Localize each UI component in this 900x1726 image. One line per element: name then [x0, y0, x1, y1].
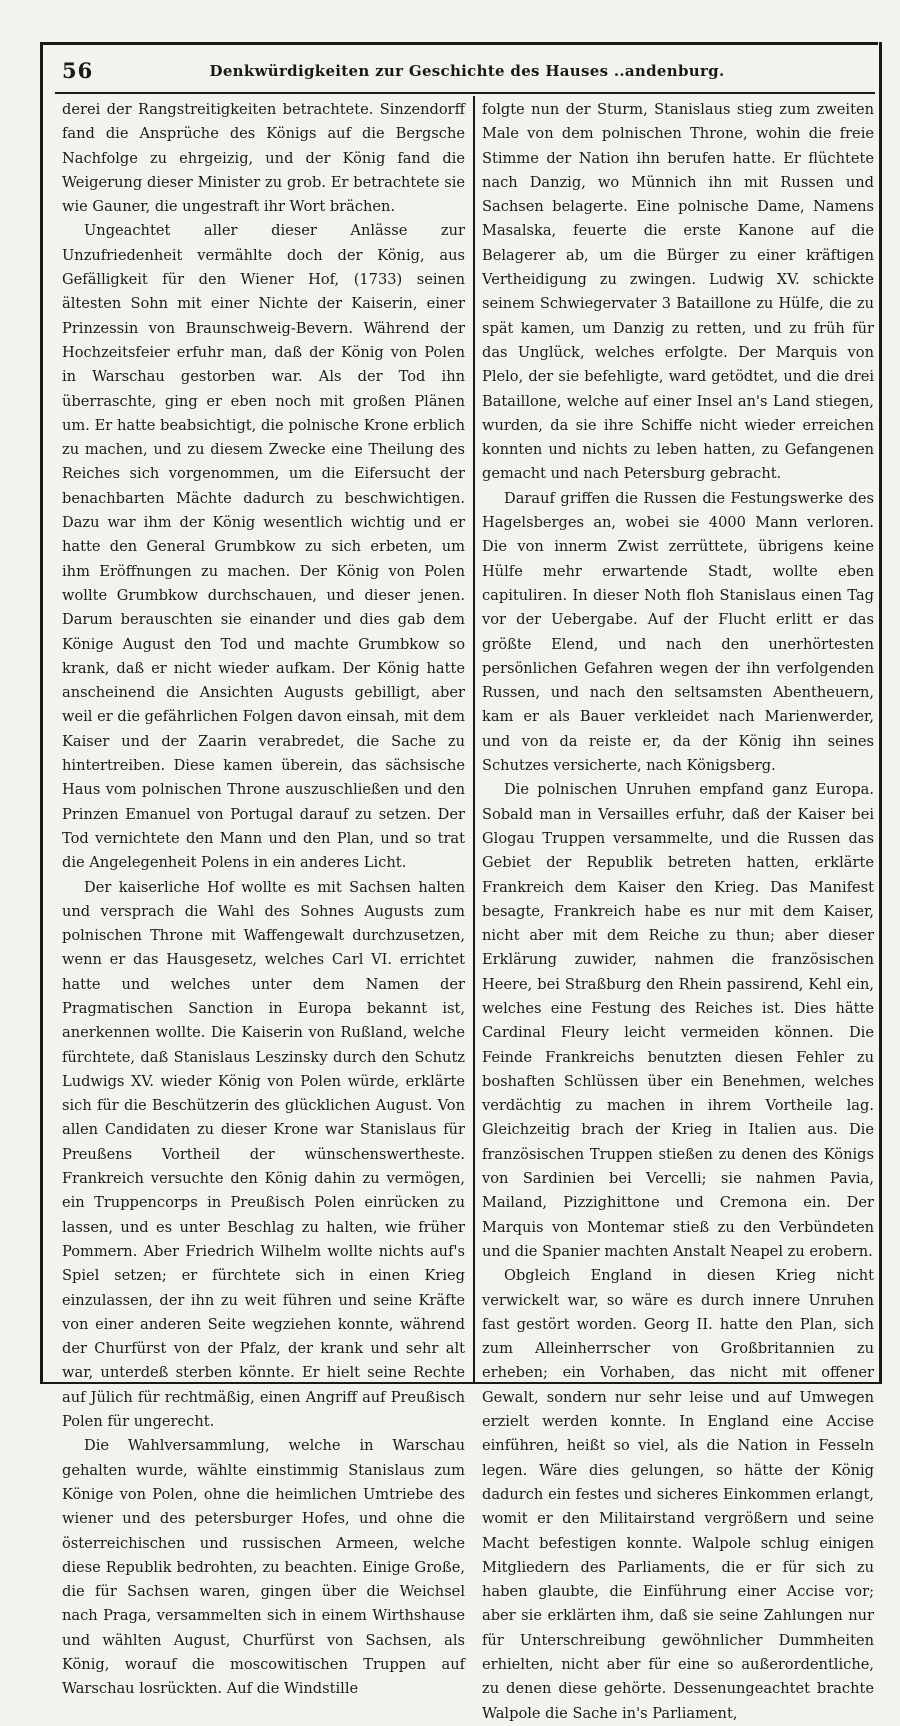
paragraph: folgte nun der Sturm, Stanislaus stieg zum zweiten Male von dem polnischen Throne, wohin die freie Stimme der Nation ihn berufen hatte. Er flüchtete nach Danzig, wo Münnich ihn mit Russen und Sachsen belagerte. Eine polnische Dame, Namens Masalska, feuerte die erste Kanone auf die Belagerer ab, um die Bürger zu einer kräftigen Vertheidigung zu zwingen. Ludwig XV. schickte seinem Schwiegervater 3 Bataillone zu Hülfe, die zu spät kamen, um Danzig zu retten, und zu früh für das Unglück, welches erfolgte. Der Marquis von Plelo, der sie befehligte, ward getödtet, und die drei Bataillone, welche auf einer Insel an's Land stiegen, wurden, da sie ihre Schiffe nicht wieder erreichen konnten und nichts zu leben hatten, zu Gefangenen gemacht und nach Petersburg gebracht.	[482, 101, 874, 483]
paragraph: Die Wahlversammlung, welche in Warschau gehalten wurde, wählte einstimmig Stanislaus zum Könige von Polen, ohne die heimlichen Umtriebe des wiener und des petersburger Hofes, und ohne die österreichischen und russischen Armeen, welche diese Republik bedrohten, zu beachten. Einige Große, die für Sachsen waren, gingen über die Weichsel nach Praga, versammelten sich in einem Wirthshause und wählten August, Churfürst von Sachsen, als König, worauf die moscowitischen Truppen auf Warschau losrückten. Auf die Windstille	[62, 1437, 465, 1698]
running-title: Denkwürdigkeiten zur Geschichte des Hauses ..andenburg.	[209, 62, 725, 80]
page-header	[62, 58, 872, 90]
right-column	[482, 98, 874, 1726]
column-divider	[473, 96, 475, 1382]
paragraph: Die polnischen Unruhen empfand ganz Europa. Sobald man in Versailles erfuhr, daß der Kaiser bei Glogau Truppen versammelte, und die Russen das Gebiet der Republik betreten hatten, erklärte Frankreich dem Kaiser den Krieg. Das Manifest besagte, Frankreich habe es nur mit dem Kaiser, nicht aber mit dem Reiche zu thun; aber dieser Erklärung zuwider, nahmen die französischen Heere, bei Straßburg den Rhein passirend, Kehl ein, welches eine Festung des Reiches ist. Dies hätte Cardinal Fleury leicht vermeiden können. Die Feinde Frankreichs benutzten diesen Fehler zu boshaften Schlüssen über ein Benehmen, welches verdächtig zu machen in ihrem Vortheile lag. Gleichzeitig brach der Krieg in Italien aus. Die französischen Truppen stießen zu denen des Königs von Sardinien bei Vercelli; sie nahmen Pavia, Mailand, Pizzighittone und Cremona ein. Der Marquis von Montemar stieß zu den Verbündeten und die Spanier machten Anstalt Neapel zu erobern.	[482, 781, 874, 1260]
left-column	[62, 98, 465, 1702]
header-rule	[55, 92, 875, 94]
frame-top-rule	[40, 42, 878, 45]
page-number: 56	[62, 58, 94, 83]
paragraph: Ungeachtet aller dieser Anlässe zur Unzufriedenheit vermählte doch der König, aus Gefälligkeit für den Wiener Hof, (1733) seinen ältesten Sohn mit einer Nichte der Kaiserin, einer Prinzessin von Braunschweig-Bevern. Während der Hochzeitsfeier erfuhr man, daß der König von Polen in Warschau gestorben war. Als der Tod ihn überraschte, ging er eben noch mit großen Plänen um. Er hatte beabsichtigt, die polnische Krone erblich zu machen, und zu diesem Zwecke eine Theilung des Reiches sich vorgenommen, um die Eifersucht der benachbarten Mächte dadurch zu beschwichtigen. Dazu war ihm der König wesentlich wichtig und er hatte den General Grumbkow zu sich erbeten, um ihm Eröffnungen zu machen. Der König von Polen wollte Grumbkow durchschauen, und dieser jenen. Darum berauschten sie einander und dies gab dem Könige August den Tod und machte Grumbkow so krank, daß er nicht wieder aufkam. Der König hatte anscheinend die Ansichten Augusts gebilligt, aber weil er die gefährlichen Folgen davon einsah, mit dem Kaiser und der Zaarin verabredet, die Sache zu hintertreiben. Diese kamen überein, das sächsische Haus vom polnischen Throne auszuschließen und den Prinzen Emanuel von Portugal darauf zu setzen. Der Tod vernichtete den Mann und den Plan, und so trat die Angelegenheit Polens in ein anderes Licht.	[62, 222, 465, 872]
paragraph: derei der Rangstreitigkeiten betrachtete. Sinzendorff fand die Ansprüche des Königs auf die Bergsche Nachfolge zu ehrgeizig, und der König fand die Weigerung dieser Minister zu grob. Er betrachtete sie wie Gauner, die ungestraft ihr Wort brächen.	[62, 101, 465, 216]
paragraph: Obgleich England in diesen Krieg nicht verwickelt war, so wäre es durch innere Unruhen fast gestört worden. Georg II. hatte den Plan, sich zum Alleinherrscher von Großbritannien zu erheben; ein Vorhaben, das nicht mit offener Gewalt, sondern nur sehr leise und auf Umwegen erzielt werden konnte. In England eine Accise einführen, heißt so viel, als die Nation in Fesseln legen. Wäre dies gelungen, so hätte der König dadurch ein festes und sicheres Einkommen erlangt, womit er den Militairstand vergrößern und seine Macht befestigen konnte. Walpole schlug einigen Mitgliedern des Parliaments, die er für sich zu haben glaubte, die Einführung einer Accise vor; aber sie erklärten ihm, daß sie seine Zahlungen nur für Unterschreibung gewöhnlicher Dummheiten erhielten, nicht aber für eine so außerordentliche, zu denen diese gehörte. Dessenungeachtet brachte Walpole die Sache in's Parliament,	[482, 1267, 874, 1722]
paragraph: Der kaiserliche Hof wollte es mit Sachsen halten und versprach die Wahl des Sohnes Augusts zum polnischen Throne mit Waffengewalt durchzusetzen, wenn er das Hausgesetz, welches Carl VI. errichtet hatte und welches unter dem Namen der Pragmatischen Sanction in Europa bekannt ist, anerkennen wollte. Die Kaiserin von Rußland, welche fürchtete, daß Stanislaus Leszinsky durch den Schutz Ludwigs XV. wieder König von Polen würde, erklärte sich für die Beschützerin des glücklichen August. Von allen Candidaten zu dieser Krone war Stanislaus für Preußens Vortheil der wünschenswertheste. Frankreich versuchte den König dahin zu vermögen, ein Truppencorps in Preußisch Polen einrücken zu lassen, und es unter Beschlag zu halten, wie früher Pommern. Aber Friedrich Wilhelm wollte nichts auf's Spiel setzen; er fürchtete sich in einen Krieg einzulassen, der ihn zu weit führen und seine Kräfte von einer anderen Seite wegziehen konnte, während der Churfürst von der Pfalz, der krank und sehr alt war, unterdeß sterben könnte. Er hielt seine Rechte auf Jülich für rechtmäßig, einen Angriff auf Preußisch Polen für ungerecht.	[62, 878, 465, 1431]
paragraph: Darauf griffen die Russen die Festungswerke des Hagelsberges an, wobei sie 4000 Mann verloren. Die von innerm Zwist zerrüttete, übrigens keine Hülfe mehr erwartende Stadt, wollte eben capituliren. In dieser Noth floh Stanislaus einen Tag vor der Uebergabe. Auf der Flucht erlitt er das größte Elend, und nach den unerhörtesten persönlichen Gefahren wegen der ihn verfolgenden Russen, und nach den seltsamsten Abentheuern, kam er als Bauer verkleidet nach Marienwerder, und von da reiste er, da der König ihn seines Schutzes versicherte, nach Königsberg.	[482, 489, 874, 775]
